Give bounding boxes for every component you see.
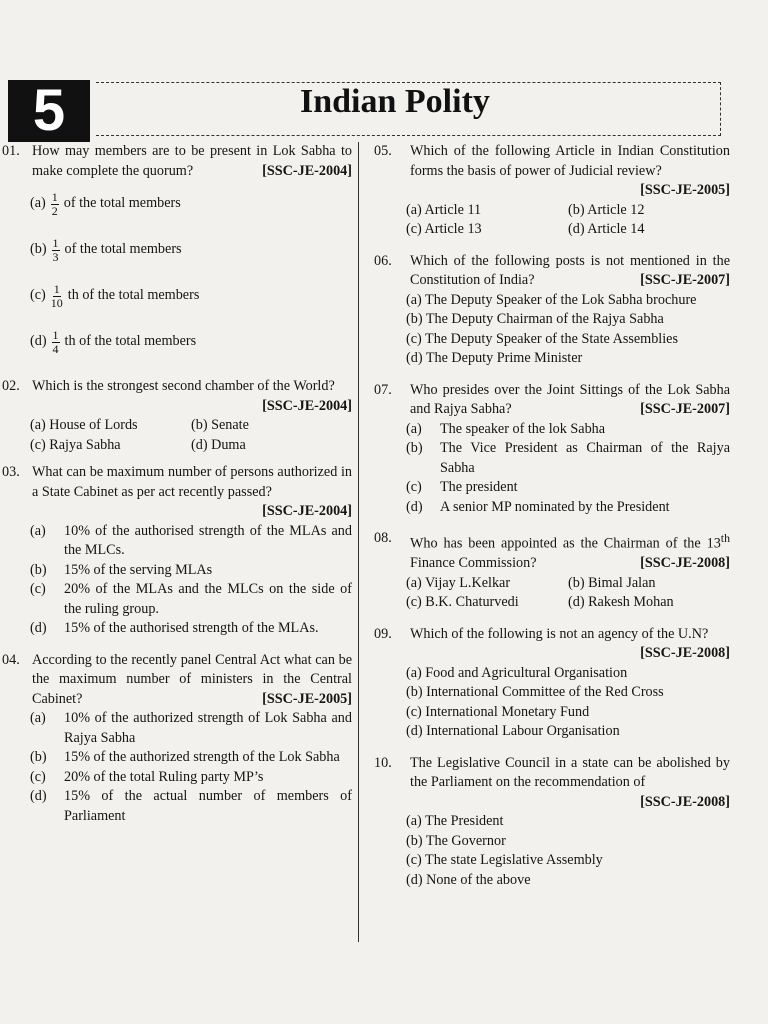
option-d: (d) 15% of the authorised strength of the MLAs. [30, 620, 319, 636]
question-2 [0, 377, 352, 455]
option-a: (a) Food and Agricultural Organisation [406, 664, 628, 681]
option-d: (d) Article 14 [568, 221, 645, 237]
option-d: (d) None of the above [406, 871, 531, 888]
option-b: (b) Bimal Jalan [568, 574, 656, 591]
option-c: (c) Rajya Sabha [30, 436, 121, 453]
question-9 [370, 625, 730, 742]
question-number: 10. [374, 754, 392, 771]
option-a: (a) House of Lords [30, 417, 138, 433]
question-text: Which of the following is not an agency of the U.N? [410, 625, 709, 642]
exam-tag: [SSC-JE-2004] [262, 162, 352, 179]
superscript: th [720, 531, 730, 545]
option-b: (b) The Governor [406, 832, 506, 849]
option-c: (c) B.K. Chaturvedi [406, 594, 519, 611]
option-b: (b) The Vice President as Chairman of the Rajya Sabha [406, 440, 730, 476]
exam-tag: [SSC-JE-2007] [640, 272, 730, 288]
question-text: Who presides over the Joint Sittings of the Lok Sabha and Rajya Sabha? [410, 381, 730, 417]
option-c: (c) $\frac{1}{10}$ th of the total members [30, 281, 200, 310]
option-c: (c) The Deputy Speaker of the State Assemblies [406, 330, 678, 347]
option-d: (d) 15% of the actual number of members of Parliament [30, 788, 352, 824]
option-a: (a) The speaker of the lok Sabha [406, 420, 606, 437]
fraction: $\frac{1}{3}$ [52, 235, 59, 264]
question-number: 09. [374, 625, 392, 642]
exam-tag: [SSC-JE-2008] [640, 793, 730, 810]
question-number: 02. [2, 378, 20, 394]
question-text: Which is the strongest second chamber of the World? [32, 378, 335, 394]
question-number: 06. [374, 252, 392, 269]
option-a: (a) The Deputy Speaker of the Lok Sabha brochure [406, 291, 697, 308]
question-text: Which of the following Article in Indian Constitution forms the basis of power of Judicial review? [410, 143, 730, 179]
question-text: What can be maximum number of persons authorized in a State Cabinet as per act recently passed? [32, 464, 352, 500]
option-a: (a) Article 11 [406, 201, 482, 218]
option-d: (d) The Deputy Prime Minister [406, 350, 583, 366]
question-6 [370, 252, 730, 369]
fraction: $\frac{1}{4}$ [52, 327, 59, 356]
exam-tag: [SSC-JE-2005] [640, 182, 730, 198]
option-b: (b) International Committee of the Red Cross [406, 684, 664, 701]
question-number: 01. [2, 143, 20, 159]
exam-tag: [SSC-JE-2008] [640, 555, 730, 572]
chapter-number-badge: 5 [8, 80, 90, 142]
question-5 [370, 142, 730, 240]
question-number: 07. [374, 381, 392, 398]
option-a: (a) $\frac{1}{2}$ of the total members [30, 189, 181, 218]
question-10 [370, 754, 730, 891]
question-text: The Legislative Council in a state can be abolished by the Parliament on the recommendation of [410, 754, 730, 791]
exam-tag: [SSC-JE-2004] [262, 503, 352, 519]
question-text: How may members are to be present in Lok Sabha to make complete the quorum? [32, 143, 352, 179]
right-column [370, 142, 730, 890]
option-c: (c) The state Legislative Assembly [406, 852, 603, 869]
option-c: (c) Article 13 [406, 221, 482, 237]
option-b: (b) 15% of the authorized strength of the Lok Sabha [30, 749, 340, 765]
option-b: (b) The Deputy Chairman of the Rajya Sabha [406, 311, 664, 327]
fraction: $\frac{1}{10}$ [50, 281, 63, 310]
question-number: 03. [2, 464, 20, 480]
option-d: (d) $\frac{1}{4}$ th of the total members [30, 327, 197, 356]
option-b: (b) Article 12 [568, 201, 645, 218]
question-number: 04. [2, 651, 20, 668]
option-d: (d) Rakesh Mohan [568, 594, 674, 611]
option-a: (a) Vijay L.Kelkar [406, 574, 511, 591]
column-divider [358, 142, 359, 942]
left-column [0, 142, 352, 826]
question-7 [370, 381, 730, 518]
option-b: (b) $\frac{1}{3}$ of the total members [30, 235, 182, 264]
question-text: Which of the following posts is not mentioned in the Constitution of India? [410, 252, 730, 288]
option-a: (a) The President [406, 813, 504, 830]
question-3 [0, 463, 352, 639]
exam-tag: [SSC-JE-2004] [262, 397, 352, 414]
option-c: (c) International Monetary Fund [406, 703, 590, 720]
option-b: (b) Senate [191, 417, 249, 433]
question-4 [0, 651, 352, 827]
fraction: $\frac{1}{2}$ [51, 189, 58, 218]
option-d: (d) Duma [191, 436, 246, 453]
question-1 [0, 142, 352, 365]
option-c: (c) 20% of the MLAs and the MLCs on the side of the ruling group. [30, 581, 352, 617]
question-8 [370, 529, 730, 613]
question-number: 05. [374, 143, 392, 159]
option-a: (a) 10% of the authorised strength of the MLAs and the MLCs. [30, 522, 352, 558]
option-d: (d) A senior MP nominated by the President [406, 498, 670, 515]
question-text: Who has been appointed as the Chairman of the 13th Finance Commission? [SSC-JE-2008] [410, 529, 730, 574]
option-d: (d) International Labour Organisation [406, 723, 620, 740]
question-text: According to the recently panel Central Act what can be the maximum number of ministers in the Central Cabinet? [32, 651, 352, 707]
exam-tag: [SSC-JE-2007] [640, 401, 730, 417]
option-b: (b) 15% of the serving MLAs [30, 561, 213, 578]
option-a: (a) 10% of the authorized strength of Lok Sabha and Rajya Sabha [30, 710, 352, 746]
exam-tag: [SSC-JE-2008] [640, 645, 730, 662]
option-c: (c) The president [406, 479, 518, 495]
question-number: 08. [374, 530, 392, 546]
chapter-title: Indian Polity [300, 83, 490, 120]
option-c: (c) 20% of the total Ruling party MP’s [30, 768, 264, 785]
exam-tag: [SSC-JE-2005] [262, 690, 352, 707]
